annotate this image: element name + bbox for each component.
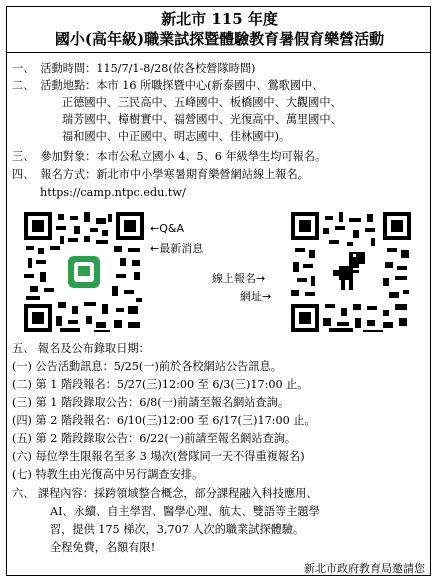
section5-line-1: (一) 公告活動訊息：5/25(一)前於各校網站公告訊息。 (12, 360, 282, 373)
item-2-cont-1: 正德國中、三民高中、五峰國中、板橋國中、大觀國中、 (62, 96, 342, 109)
section5-line-7: (七) 特教生由光復高中另行調查安排。 (12, 468, 204, 481)
signup-url[interactable]: https://camp.ntpc.edu.tw/ (40, 186, 186, 199)
section6-line-4: 全程免費，名額有限! (50, 541, 156, 554)
section5-line-3: (三) 第 1 階段錄取公告：6/8(一)前請至報名網站查詢。 (12, 396, 290, 409)
item-1-num: 一、 (12, 62, 35, 75)
signup-label: 線上報名→ (212, 272, 266, 285)
item-3-num: 三、 (12, 150, 35, 163)
section6-line-2: AI、永續、自主學習、醫學心理、航太、雙語等主題學 (50, 505, 320, 518)
item-4 (12, 168, 309, 182)
section6-line-3: 習，提供 175 梯次，3,707 人次的職業試探體驗。 (50, 523, 305, 536)
item-1-text: 活動時間：115/7/1-8/28(依各校營隊時間) (40, 62, 256, 75)
title-activity: 國小(高年級)職業試探暨體驗教育暑假育樂營活動 (54, 30, 385, 48)
section5-line-2: (二) 第 1 階段報名：5/27(三)12:00 至 6/3(三)17:00 止。 (12, 378, 309, 391)
site-label: 網址→ (240, 290, 272, 303)
item-2-num: 二、 (12, 79, 35, 92)
section6-line-1: 六、 課程內容：採跨領域整合概念，部分課程融入科技應用、 (12, 487, 318, 500)
section5-heading: 五、 報名及公布錄取日期： (12, 342, 150, 355)
section5-line-6: (六) 每位學生限報名至多 3 場次(營隊同一天不得重複報名) (12, 450, 305, 463)
news-label: ←最新消息 (150, 242, 204, 255)
title-divider (6, 52, 431, 53)
section5-line-4: (四) 第 2 階段報名：6/10(三)12:00 至 6/17(三)17:00 止。 (12, 414, 316, 427)
qr-code-news[interactable] (24, 212, 144, 332)
item-2-cont-2: 瑞芳國中、樟樹實中、福營國中、光復高中、萬里國中、 (62, 113, 342, 126)
item-4-num: 四、 (12, 168, 35, 181)
qr-code-signup[interactable] (291, 212, 411, 332)
footer-invitation: 新北市政府教育局邀請您 (304, 562, 425, 575)
item-1 (12, 62, 255, 76)
item-4-text: 報名方式：新北市中小學寒暑期育樂營網站線上報名。 (40, 168, 309, 181)
qa-label: ←Q&A (150, 222, 184, 235)
item-2-text: 活動地點：本市 16 所職探暨中心(新泰國中、鶯歌國中、 (40, 79, 324, 92)
item-2-cont-3: 福和國中、中正國中、明志國中、佳林國中)。 (62, 130, 291, 143)
item-3-text: 參加對象：本市公私立國小 4、5、6 年級學生均可報名。 (40, 150, 327, 163)
item-3 (12, 150, 326, 164)
section5-line-5: (五) 第 2 階段錄取公告：6/22(一)前請至報名網站查詢。 (12, 432, 297, 445)
title-year: 新北市 115 年度 (161, 10, 278, 28)
item-2 (12, 79, 323, 93)
